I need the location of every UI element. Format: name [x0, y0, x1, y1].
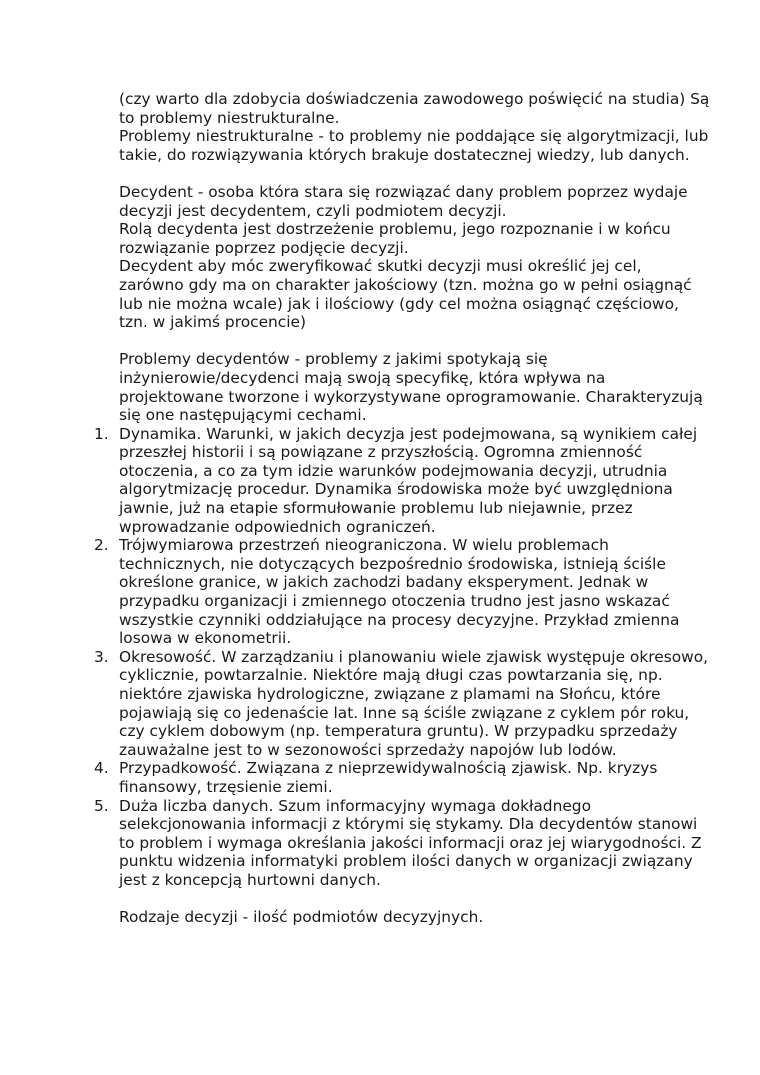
list-item-text: Dynamika. Warunki, w jakich decyzja jest podejmowana, są wynikiem całej przeszłej historii i są powiązane z przyszłością. Ogromna zmienność otoczenia, a co za tym idzie warunków podejmowania decyzji, utrudnia algorytmizację procedur. Dynamika środowiska może być uwzględniona jawnie, już na etapie sformułowanie problemu lub niejawnie, przez wprowadzanie odpowiednich ograniczeń.	[119, 424, 698, 536]
decision-maker-definition: Decydent - osoba która stara się rozwiązać dany problem poprzez wydaje decyzji jest decydentem, czyli podmiotem decyzji.	[119, 182, 688, 220]
blank-line	[119, 332, 710, 351]
list-item	[94, 796, 710, 890]
decision-maker-effects: Decydent aby móc zweryfikować skutki decyzji musi określić jej cel, zarówno gdy ma on charakter jakościowy (tzn. można go w pełni osiągnąć lub nie można wcale) jak i ilościowy (gdy cel można osiągnąć częściowo, tzn. w jakimś procencie)	[119, 257, 692, 332]
decision-types-paragraph: Rodzaje decyzji - ilość podmiotów decyzyjnych.	[119, 908, 484, 927]
intro-paragraph: (czy warto dla zdobycia doświadczenia zawodowego poświęcić na studia) Są to problemy niestrukturalne.	[119, 90, 710, 127]
list-item-text: Okresowość. W zarządzaniu i planowaniu wiele zjawisk występuje okresowo, cyklicznie, powtarzalnie. Niektóre mają długi czas powtarzania się, np. niektóre zjawiska hydrologiczne, związane z plamami na Słońcu, które pojawiają się co jedenaście lat. Inne są ściśle związane z cyklem pór roku, czy cyklem dobowym (np. temperatura gruntu). W przypadku sprzedaży zauważalne jest to w sezonowości sprzedaży napojów lub lodów.	[119, 647, 709, 759]
features-list	[94, 424, 710, 890]
list-item-text: Przypadkowość. Związana z nieprzewidywalnością zjawisk. Np. kryzys finansowy, trzęsienie ziemi.	[119, 759, 658, 796]
blank-line	[119, 890, 710, 909]
list-item-number: 2.	[94, 536, 109, 555]
list-item-text: Duża liczba danych. Szum informacyjny wymaga dokładnego selekcjonowania informacji z którymi się stykamy. Dla decydentów stanowi to problem i wymaga określania jakości informacji oraz jej wiarygodności. Z punktu widzenia informatyki problem ilości danych w organizacji związany jest z koncepcją hurtowni danych.	[119, 796, 702, 889]
decision-maker-role: Rolą decydenta jest dostrzeżenie problemu, jego rozpoznanie i w końcu rozwiązanie poprzez podjęcie decyzji.	[119, 220, 671, 257]
blank-line	[119, 164, 710, 183]
unstructured-problems-paragraph: Problemy niestrukturalne - to problemy nie poddające się algorytmizacji, lub takie, do rozwiązywania których brakuje dostatecznej wiedzy, lub danych.	[119, 127, 709, 164]
decision-maker-problems-paragraph: Problemy decydentów - problemy z jakimi spotykają się inżynierowie/decydenci mają swoją specyfikę, która wpływa na projektowane tworzone i wykorzystywane oprogramowanie. Charakteryzują się one następującymi cechami.	[119, 350, 703, 425]
list-item-number: 1.	[94, 424, 109, 443]
list-item	[94, 424, 710, 537]
list-item-number: 4.	[94, 759, 109, 778]
list-item-number: 5.	[94, 796, 109, 815]
list-item	[94, 647, 710, 760]
list-item	[94, 759, 710, 796]
list-item-number: 3.	[94, 647, 109, 666]
list-item-text: Trójwymiarowa przestrzeń nieograniczona. W wielu problemach technicznych, nie dotyczących bezpośrednio środowiska, istnieją ściśle określone granice, w jakich zachodzi badany eksperyment. Jednak w przypadku organizacji i zmiennego otoczenia trudno jest jasno wskazać wszystkie czynniki oddziałujące na procesy decyzyjne. Przykład zmienna losowa w ekonometrii.	[119, 536, 680, 648]
list-item	[94, 536, 710, 648]
